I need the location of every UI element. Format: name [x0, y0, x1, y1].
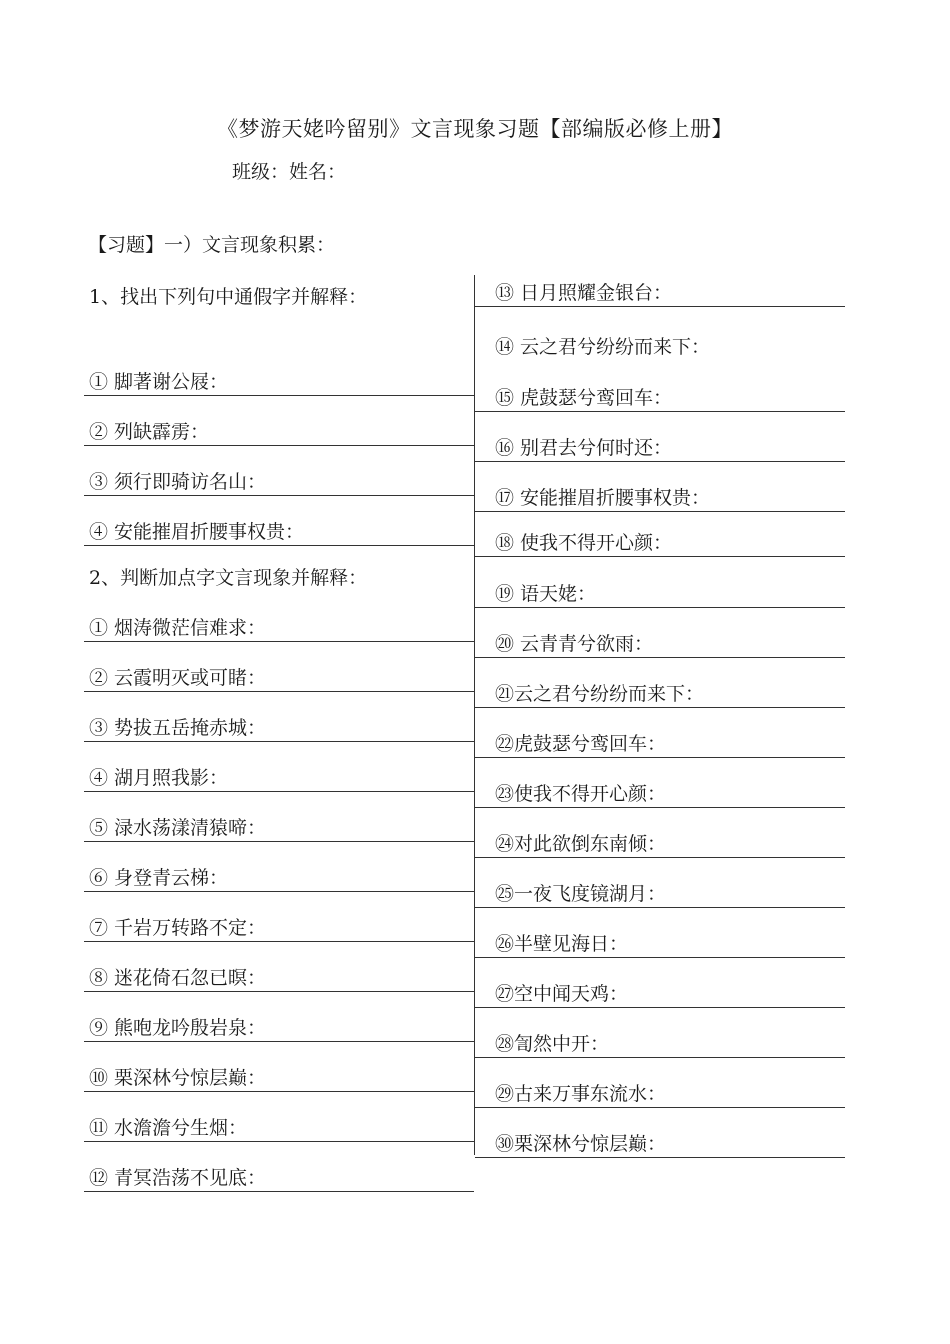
answer-line[interactable]: ① 烟涛微茫信难求：: [84, 591, 474, 642]
answer-line[interactable]: ⑬ 日月照耀金银台：: [475, 277, 845, 307]
answer-line[interactable]: ⑤ 渌水荡漾清猿啼：: [84, 792, 474, 842]
answer-line[interactable]: ⑰ 安能摧眉折腰事权贵：: [475, 462, 845, 512]
answer-line[interactable]: ⑲ 语天姥：: [475, 557, 845, 608]
answer-line[interactable]: ④ 安能摧眉折腰事权贵：: [84, 496, 474, 546]
answer-line[interactable]: ⑪ 水澹澹兮生烟：: [84, 1092, 474, 1142]
answer-line[interactable]: ⑥ 身登青云梯：: [84, 842, 474, 892]
right-column: [475, 277, 845, 1158]
answer-line[interactable]: ⑫ 青冥浩荡不见底：: [84, 1142, 474, 1192]
section-heading: 【习题】一）文言现象积累：: [88, 234, 336, 256]
answer-line[interactable]: ㉑云之君兮纷纷而来下：: [475, 658, 845, 708]
answer-line[interactable]: ㉒虎鼓瑟兮鸾回车：: [475, 708, 845, 758]
answer-line[interactable]: ② 列缺霹雳：: [84, 396, 474, 446]
left-column: [84, 277, 474, 1192]
page-title: 《梦游天姥吟留别》文言现象习题【部编版必修上册】: [217, 117, 733, 141]
answer-line[interactable]: ⑩ 栗深林兮惊层巅：: [84, 1042, 474, 1092]
answer-line[interactable]: ⑯ 别君去兮何时还：: [475, 412, 845, 462]
answer-line[interactable]: ㉖半壁见海日：: [475, 908, 845, 958]
answer-line[interactable]: ㉚栗深林兮惊层巅：: [475, 1108, 845, 1158]
answer-line[interactable]: ⑭ 云之君兮纷纷而来下：: [495, 336, 711, 358]
answer-line[interactable]: ㉕一夜飞度镜湖月：: [475, 858, 845, 908]
class-name-line: 班级：姓名：: [232, 161, 347, 183]
answer-line[interactable]: ② 云霞明灭或可睹：: [84, 642, 474, 692]
answer-line[interactable]: ⑦ 千岩万转路不定：: [84, 892, 474, 942]
answer-line[interactable]: ㉔对此欲倒东南倾：: [475, 808, 845, 858]
answer-line[interactable]: ⑧ 迷花倚石忽已暝：: [84, 942, 474, 992]
answer-line[interactable]: ⑱ 使我不得开心颜：: [475, 512, 845, 557]
answer-line[interactable]: ㉓使我不得开心颜：: [475, 758, 845, 808]
answer-line[interactable]: ㉙古来万事东流水：: [475, 1058, 845, 1108]
question-heading-1: 1、找出下列句中通假字并解释：: [89, 286, 368, 308]
answer-line[interactable]: ㉘訇然中开：: [475, 1008, 845, 1058]
answer-line[interactable]: ⑨ 熊咆龙吟殷岩泉：: [84, 992, 474, 1042]
question-heading-2: 2、判断加点字文言现象并解释：: [89, 567, 368, 589]
answer-line[interactable]: ③ 势拔五岳掩赤城：: [84, 692, 474, 742]
answer-line[interactable]: ① 脚著谢公屐：: [84, 310, 474, 396]
answer-line[interactable]: ㉗空中闻天鸡：: [475, 958, 845, 1008]
answer-line[interactable]: ④ 湖月照我影：: [84, 742, 474, 792]
answer-line[interactable]: ⑮ 虎鼓瑟兮鸾回车：: [475, 360, 845, 412]
answer-line[interactable]: ③ 须行即骑访名山：: [84, 446, 474, 496]
answer-line[interactable]: ⑳ 云青青兮欲雨：: [475, 608, 845, 658]
